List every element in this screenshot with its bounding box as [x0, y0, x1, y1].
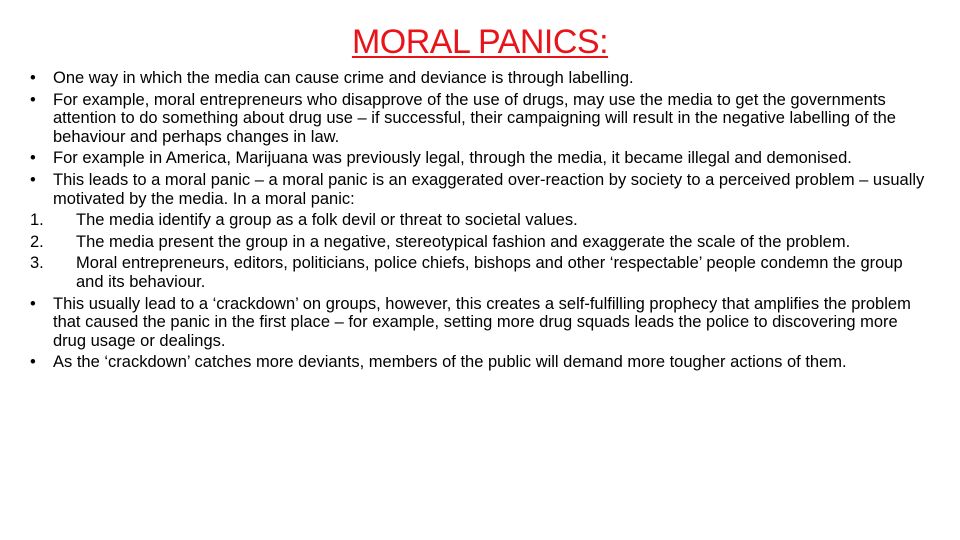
bullet-marker: •: [30, 90, 36, 109]
numbered-item: [30, 254, 930, 291]
bullet-item: [30, 69, 930, 88]
bullet-item: [30, 295, 930, 351]
number-marker: 2.: [30, 232, 44, 251]
bullet-text: One way in which the media can cause crime and deviance is through labelling.: [53, 69, 634, 87]
bullet-marker: •: [30, 294, 36, 313]
bullet-marker: •: [30, 170, 36, 189]
bullet-item: [30, 91, 930, 147]
number-marker: 3.: [30, 254, 44, 273]
bullet-marker: •: [30, 353, 36, 372]
bullet-text: This leads to a moral panic – a moral panic is an exaggerated over-reaction by society to a perceived problem – usually motivated by the media. In a moral panic:: [53, 170, 925, 208]
bullet-marker: •: [30, 149, 36, 168]
slide-body: [30, 69, 930, 375]
numbered-text: The media identify a group as a folk devil or threat to societal values.: [76, 211, 578, 230]
bullet-text: For example, moral entrepreneurs who disapprove of the use of drugs, may use the media to get the governments attention to do something about drug use – if successful, their campaigning will result in the negative labelling of the behaviour and perhaps changes in law.: [53, 90, 896, 146]
numbered-item: [30, 211, 930, 230]
numbered-text: The media present the group in a negative, stereotypical fashion and exaggerate the scale of the problem.: [76, 232, 851, 251]
bullet-text: For example in America, Marijuana was previously legal, through the media, it became illegal and demonised.: [53, 149, 852, 168]
number-marker: 1.: [30, 211, 44, 230]
numbered-text: Moral entrepreneurs, editors, politicians, police chiefs, bishops and other ‘respectable’ people condemn the group and its behaviour.: [76, 254, 903, 291]
bullet-marker: •: [30, 69, 36, 87]
bullet-item: [30, 149, 930, 168]
slide-title: MORAL PANICS:: [351, 23, 609, 61]
numbered-item: [30, 233, 930, 252]
bullet-item: [30, 171, 930, 208]
bullet-text: As the ‘crackdown’ catches more deviants, members of the public will demand more tougher actions of them.: [53, 353, 847, 372]
bullet-text: This usually lead to a ‘crackdown’ on groups, however, this creates a self-fulfilling prophecy that amplifies the problem that caused the panic in the first place – for example, setting more drug squads leads the police to discovering more drug usage or dealings.: [53, 294, 911, 350]
bullet-item: [30, 353, 930, 372]
